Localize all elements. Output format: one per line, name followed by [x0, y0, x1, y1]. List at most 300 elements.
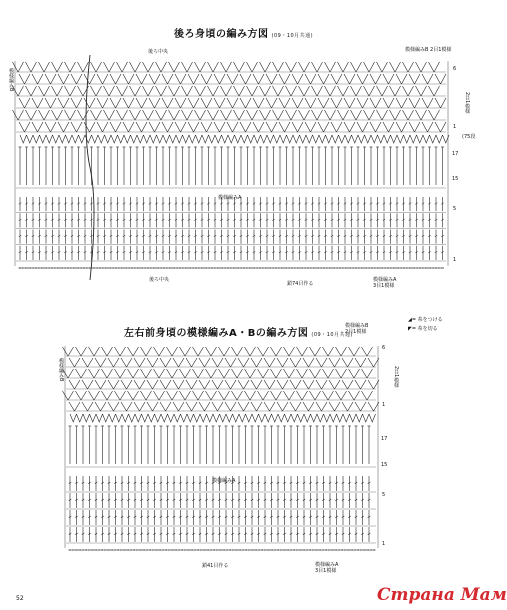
fan-stitch	[227, 74, 238, 84]
shell-stitch	[239, 414, 246, 422]
foundation-chain	[126, 549, 129, 551]
foundation-chain	[48, 267, 51, 269]
shell-stitch	[59, 135, 66, 143]
foundation-chain	[134, 267, 137, 269]
foundation-chain	[347, 549, 350, 551]
foundation-chain	[342, 267, 345, 269]
fan-stitch	[188, 98, 199, 108]
shell-stitch	[397, 135, 404, 143]
foundation-chain	[310, 267, 313, 269]
foundation-chain	[28, 267, 31, 269]
fan-stitch	[173, 402, 184, 411]
foundation-chain	[261, 549, 264, 551]
shell-stitch	[148, 414, 155, 422]
fan-stitch	[251, 358, 262, 367]
foundation-chain	[306, 549, 309, 551]
fan-stitch	[89, 369, 100, 378]
fan-stitch	[225, 358, 236, 367]
fan-stitch	[316, 358, 327, 367]
shell-stitch	[369, 414, 376, 422]
foundation-chain	[270, 549, 273, 551]
fan-stitch	[201, 122, 212, 132]
shell-stitch	[118, 135, 125, 143]
fan-stitch	[219, 391, 230, 400]
foundation-chain	[206, 549, 209, 551]
fan-stitch	[297, 391, 308, 400]
fan-stitch	[128, 347, 139, 356]
fan-stitch	[396, 74, 407, 84]
foundation-chain	[112, 267, 115, 269]
shell-stitch	[285, 414, 292, 422]
fan-stitch	[357, 122, 368, 132]
front-row-num-17: 17	[381, 436, 388, 442]
fan-stitch	[19, 98, 30, 108]
fan-stitch	[182, 110, 193, 120]
shell-stitch	[200, 414, 207, 422]
foundation-chain	[75, 549, 78, 551]
foundation-chain	[210, 549, 213, 551]
fan-stitch	[121, 380, 132, 389]
shell-stitch	[378, 135, 385, 143]
front-stitch-chart	[64, 340, 380, 562]
foundation-chain	[267, 549, 270, 551]
shell-stitch	[248, 135, 255, 143]
foundation-chain	[350, 549, 353, 551]
fan-stitch	[362, 347, 373, 356]
shell-stitch	[241, 135, 248, 143]
foundation-chain	[299, 549, 302, 551]
foundation-chain	[400, 267, 403, 269]
shell-stitch	[287, 135, 294, 143]
fan-stitch	[349, 347, 360, 356]
fan-stitch	[355, 380, 366, 389]
shell-stitch	[135, 414, 142, 422]
foundation-chain	[366, 549, 369, 551]
cut-thread-icon: ◤	[408, 326, 412, 332]
foundation-chain	[419, 267, 422, 269]
fan-stitch	[297, 369, 308, 378]
shell-stitch	[298, 414, 305, 422]
foundation-chain	[107, 549, 110, 551]
fan-stitch	[364, 86, 375, 96]
fan-stitch	[143, 86, 154, 96]
front-row-num-1-top: 1	[382, 402, 386, 408]
fan-stitch	[141, 347, 152, 356]
attach-thread-icon: ◢	[408, 317, 412, 323]
foundation-chain	[197, 549, 200, 551]
fan-stitch	[290, 402, 301, 411]
shell-stitch	[304, 414, 311, 422]
foundation-chain	[41, 267, 44, 269]
foundation-chain	[363, 549, 366, 551]
fan-stitch	[32, 98, 43, 108]
foundation-chain	[98, 549, 101, 551]
fan-stitch	[403, 110, 414, 120]
legend-attach-text: = 糸をつける	[411, 317, 443, 323]
back-rows-label: (75段	[462, 134, 476, 140]
fan-stitch	[429, 86, 440, 96]
foundation-chain	[117, 549, 120, 551]
fan-stitch	[251, 402, 262, 411]
foundation-chain	[328, 549, 331, 551]
fan-stitch	[147, 358, 158, 367]
fan-stitch	[299, 62, 310, 72]
fan-stitch	[232, 347, 243, 356]
fan-stitch	[212, 380, 223, 389]
shell-stitch	[311, 414, 318, 422]
foundation-chain	[70, 267, 73, 269]
shell-stitch	[103, 414, 110, 422]
fan-stitch	[368, 358, 379, 367]
foundation-chain	[246, 267, 249, 269]
fan-stitch	[117, 62, 128, 72]
foundation-chain	[110, 549, 113, 551]
foundation-chain	[264, 549, 267, 551]
foundation-chain	[304, 267, 307, 269]
foundation-chain	[216, 549, 219, 551]
foundation-chain	[294, 267, 297, 269]
fan-stitch	[149, 98, 160, 108]
foundation-chain	[139, 549, 142, 551]
shell-stitch	[46, 135, 53, 143]
fan-stitch	[82, 358, 93, 367]
fan-stitch	[149, 122, 160, 132]
foundation-chain	[168, 549, 171, 551]
fan-stitch	[245, 391, 256, 400]
back-center-bottom-label: 後ろ中央	[149, 277, 170, 283]
shell-stitch	[129, 414, 136, 422]
foundation-chain	[35, 267, 38, 269]
shell-stitch	[92, 135, 99, 143]
fan-stitch	[232, 391, 243, 400]
fan-stitch	[338, 62, 349, 72]
fan-stitch	[396, 98, 407, 108]
foundation-chain	[345, 267, 348, 269]
fan-stitch	[32, 74, 43, 84]
foundation-chain	[334, 549, 337, 551]
front-right-vertical-label: 2目1模様	[393, 366, 399, 388]
fan-stitch	[167, 391, 178, 400]
foundation-chain	[96, 267, 99, 269]
fan-stitch	[199, 380, 210, 389]
foundation-chain	[220, 267, 223, 269]
fan-stitch	[97, 98, 108, 108]
fan-stitch	[32, 122, 43, 132]
foundation-chain	[249, 267, 252, 269]
fan-stitch	[63, 391, 74, 400]
foundation-chain	[236, 267, 239, 269]
fan-stitch	[108, 402, 119, 411]
foundation-chain	[201, 267, 204, 269]
shell-stitch	[83, 414, 90, 422]
foundation-chain	[352, 267, 355, 269]
fan-stitch	[188, 122, 199, 132]
fan-stitch	[95, 380, 106, 389]
fan-stitch	[97, 122, 108, 132]
fan-stitch	[160, 358, 171, 367]
legend-attach	[408, 317, 443, 323]
back-left-vertical-label: 模様編みB	[8, 68, 14, 92]
foundation-chain	[153, 267, 156, 269]
fan-stitch	[310, 391, 321, 400]
foundation-chain	[326, 267, 329, 269]
foundation-chain	[179, 267, 182, 269]
fan-stitch	[284, 391, 295, 400]
fan-stitch	[260, 62, 271, 72]
fan-stitch	[331, 122, 342, 132]
fan-stitch	[364, 110, 375, 120]
foundation-chain	[108, 267, 111, 269]
foundation-chain	[54, 267, 57, 269]
foundation-chain	[296, 549, 299, 551]
foundation-chain	[185, 267, 188, 269]
shell-stitch	[265, 414, 272, 422]
foundation-chain	[146, 549, 149, 551]
foundation-chain	[147, 267, 150, 269]
fan-stitch	[240, 122, 251, 132]
fan-stitch	[201, 98, 212, 108]
fan-stitch	[199, 358, 210, 367]
fan-stitch	[264, 380, 275, 389]
fan-stitch	[383, 98, 394, 108]
foundation-chain	[227, 267, 230, 269]
fan-stitch	[305, 74, 316, 84]
shell-stitch	[142, 414, 149, 422]
shell-stitch	[207, 414, 214, 422]
foundation-chain	[361, 267, 364, 269]
foundation-chain	[19, 267, 22, 269]
fan-stitch	[247, 62, 258, 72]
fan-stitch	[123, 122, 134, 132]
shell-stitch	[144, 135, 151, 143]
fan-stitch	[292, 74, 303, 84]
foundation-chain	[169, 267, 172, 269]
fan-stitch	[91, 86, 102, 96]
fan-stitch	[76, 347, 87, 356]
foundation-chain	[277, 549, 280, 551]
back-right-vertical-label: 2目1模様	[464, 92, 470, 114]
fan-stitch	[279, 122, 290, 132]
foundation-chain	[432, 267, 435, 269]
fan-stitch	[162, 122, 173, 132]
fan-stitch	[39, 86, 50, 96]
shell-stitch	[254, 135, 261, 143]
foundation-chain	[176, 267, 179, 269]
foundation-chain	[281, 267, 284, 269]
foundation-chain	[69, 549, 72, 551]
foundation-chain	[373, 549, 376, 551]
fan-stitch	[221, 110, 232, 120]
fan-stitch	[110, 98, 121, 108]
fan-stitch	[273, 62, 284, 72]
foundation-chain	[102, 267, 105, 269]
foundation-chain	[338, 549, 341, 551]
fan-stitch	[13, 110, 24, 120]
fan-stitch	[186, 402, 197, 411]
fan-stitch	[130, 62, 141, 72]
foundation-chain	[354, 549, 357, 551]
fan-stitch	[225, 402, 236, 411]
fan-stitch	[238, 402, 249, 411]
shell-stitch	[72, 135, 79, 143]
fan-stitch	[26, 86, 37, 96]
foundation-chain	[302, 549, 305, 551]
back-title-note: (09・10月共通)	[271, 33, 314, 39]
shell-stitch	[174, 414, 181, 422]
fan-stitch	[175, 122, 186, 132]
foundation-chain	[195, 267, 198, 269]
shell-stitch	[96, 414, 103, 422]
shell-stitch	[53, 135, 60, 143]
foundation-chain	[288, 267, 291, 269]
foundation-chain	[222, 549, 225, 551]
fan-stitch	[266, 74, 277, 84]
shell-stitch	[337, 414, 344, 422]
shell-stitch	[79, 135, 86, 143]
foundation-chain	[198, 267, 201, 269]
fan-stitch	[123, 74, 134, 84]
foundation-chain	[38, 267, 41, 269]
foundation-chain	[355, 267, 358, 269]
fan-stitch	[234, 62, 245, 72]
foundation-chain	[300, 267, 303, 269]
shell-stitch	[358, 135, 365, 143]
foundation-chain	[130, 549, 133, 551]
fan-stitch	[357, 98, 368, 108]
fan-stitch	[110, 122, 121, 132]
foundation-chain	[438, 267, 441, 269]
foundation-chain	[144, 267, 147, 269]
fan-stitch	[52, 110, 63, 120]
back-diagram-title	[174, 25, 313, 40]
fan-stitch	[383, 122, 394, 132]
fan-stitch	[344, 122, 355, 132]
fan-stitch	[219, 369, 230, 378]
fan-stitch	[403, 62, 414, 72]
fan-stitch	[143, 110, 154, 120]
foundation-chain	[123, 549, 126, 551]
shell-stitch	[356, 414, 363, 422]
fan-stitch	[344, 98, 355, 108]
fan-stitch	[78, 62, 89, 72]
fan-stitch	[273, 86, 284, 96]
shell-stitch	[20, 135, 27, 143]
fan-stitch	[195, 110, 206, 120]
foundation-chain	[422, 267, 425, 269]
fan-stitch	[342, 402, 353, 411]
foundation-chain	[131, 267, 134, 269]
foundation-chain	[184, 549, 187, 551]
fan-stitch	[258, 369, 269, 378]
foundation-chain	[238, 549, 241, 551]
fan-stitch	[266, 98, 277, 108]
fan-stitch	[156, 86, 167, 96]
fan-stitch	[336, 391, 347, 400]
fan-stitch	[355, 358, 366, 367]
fan-stitch	[65, 86, 76, 96]
foundation-chain	[278, 267, 281, 269]
fan-stitch	[128, 391, 139, 400]
fan-stitch	[102, 369, 113, 378]
foundation-chain	[44, 267, 47, 269]
shell-stitch	[27, 135, 34, 143]
back-row-num-1-top: 1	[453, 124, 457, 130]
fan-stitch	[160, 402, 171, 411]
fan-stitch	[208, 86, 219, 96]
fan-stitch	[63, 347, 74, 356]
foundation-chain	[406, 267, 409, 269]
shell-stitch	[77, 414, 84, 422]
fan-stitch	[251, 380, 262, 389]
fan-stitch	[45, 98, 56, 108]
shell-stitch	[150, 135, 157, 143]
foundation-chain	[380, 267, 383, 269]
fan-stitch	[286, 86, 297, 96]
foundation-chain	[203, 549, 206, 551]
fan-stitch	[329, 402, 340, 411]
foundation-chain	[160, 267, 163, 269]
fan-stitch	[377, 62, 388, 72]
fan-stitch	[422, 74, 433, 84]
fan-stitch	[193, 369, 204, 378]
foundation-chain	[188, 267, 191, 269]
shell-stitch	[228, 135, 235, 143]
fan-stitch	[69, 402, 80, 411]
foundation-chain	[428, 267, 431, 269]
foundation-chain	[67, 267, 70, 269]
shell-stitch	[202, 135, 209, 143]
shell-stitch	[176, 135, 183, 143]
fan-stitch	[234, 86, 245, 96]
fan-stitch	[351, 86, 362, 96]
foundation-chain	[233, 267, 236, 269]
fan-stitch	[19, 74, 30, 84]
foundation-chain	[435, 267, 438, 269]
fan-stitch	[409, 98, 420, 108]
shell-stitch	[430, 135, 437, 143]
fan-stitch	[58, 122, 69, 132]
fan-stitch	[290, 380, 301, 389]
fan-stitch	[271, 391, 282, 400]
foundation-chain	[358, 267, 361, 269]
fan-stitch	[234, 110, 245, 120]
foundation-chain	[158, 549, 161, 551]
shell-stitch	[293, 135, 300, 143]
foundation-chain	[344, 549, 347, 551]
foundation-chain	[85, 549, 88, 551]
fan-stitch	[370, 98, 381, 108]
foundation-chain	[92, 267, 95, 269]
fan-stitch	[247, 86, 258, 96]
shell-stitch	[436, 135, 443, 143]
fan-stitch	[409, 74, 420, 84]
legend-cut-text: = 糸を切る	[411, 326, 438, 332]
shell-stitch	[319, 135, 326, 143]
fan-stitch	[368, 380, 379, 389]
front-left-vertical-label: 模様編みB	[58, 358, 64, 382]
foundation-chain	[331, 549, 334, 551]
foundation-chain	[403, 267, 406, 269]
fan-stitch	[82, 380, 93, 389]
fan-stitch	[258, 391, 269, 400]
fan-stitch	[325, 110, 336, 120]
fan-stitch	[95, 358, 106, 367]
fan-stitch	[89, 347, 100, 356]
fan-stitch	[108, 380, 119, 389]
fan-stitch	[173, 380, 184, 389]
fan-stitch	[277, 402, 288, 411]
stitch-group	[63, 346, 380, 551]
